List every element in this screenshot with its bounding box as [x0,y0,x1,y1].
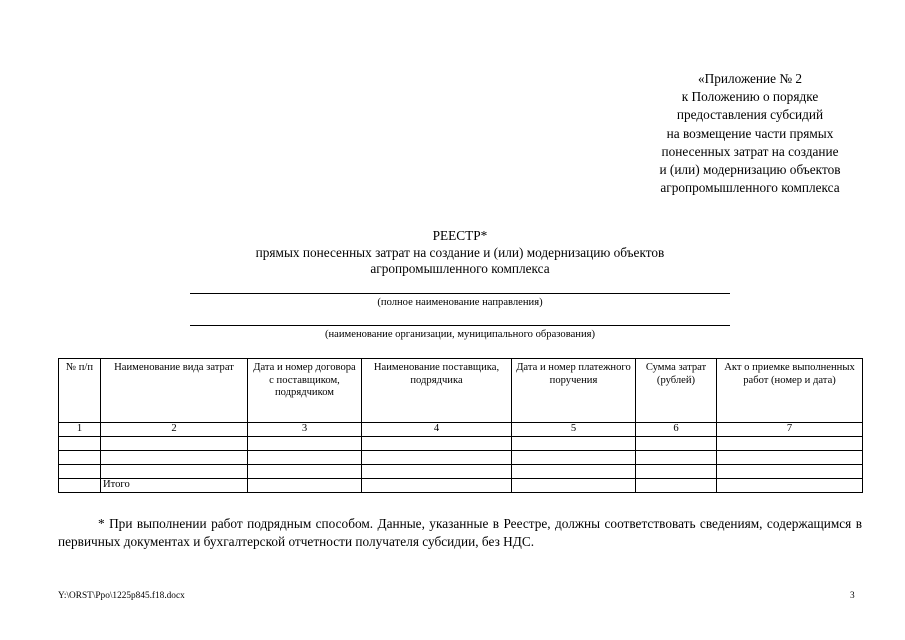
title-line: агропромышленного комплекса [370,261,550,276]
fill-in-line [190,325,730,326]
column-number: 4 [362,423,512,437]
table-cell [717,450,863,464]
column-number: 5 [512,423,636,437]
table-cell [717,464,863,478]
page-number: 3 [850,591,855,601]
table-cell [512,464,636,478]
table-cell [362,464,512,478]
column-number: 1 [59,423,101,437]
table-cell [59,464,101,478]
direction-field [190,293,730,309]
table-cell [362,436,512,450]
appendix-line: понесенных затрат на создание [661,143,839,159]
header-cell: № п/п [59,359,101,423]
appendix-line: на возмещение части прямых [666,125,834,141]
column-number: 6 [636,423,717,437]
registry-table [58,358,863,493]
table-cell [717,478,863,492]
header-cell: Сумма затрат (рублей) [636,359,717,423]
table-cell [248,478,362,492]
footnote [58,515,862,550]
appendix-line: предоставления субсидий [676,107,824,123]
column-number-row [59,423,863,437]
table-cell [512,478,636,492]
table-cell [512,436,636,450]
table-row [59,436,863,450]
direction-caption: (полное наименование направления) [377,297,543,308]
title-heading: РЕЕСТР* [432,228,488,243]
table-header-row [59,359,863,423]
table-cell [717,436,863,450]
appendix-reference [630,70,870,197]
appendix-line: агропромышленного комплекса [660,180,840,196]
table-cell [248,436,362,450]
header-cell: Наименование поставщика, подрядчика [362,359,512,423]
organization-field [190,325,730,341]
table-cell [59,450,101,464]
table-cell [362,450,512,464]
organization-caption: (наименование организации, муниципального образования) [324,329,596,340]
table-cell [362,478,512,492]
table-row [59,464,863,478]
table-cell [101,464,248,478]
table-cell [636,450,717,464]
fill-in-line [190,293,730,294]
file-path: Y:\ORST\Ppo\1225p845.f18.docx [58,591,185,601]
table-cell [636,436,717,450]
header-cell: Акт о приемке выполненных работ (номер и дата) [717,359,863,423]
table-row [59,450,863,464]
table-cell [101,450,248,464]
table-cell [512,450,636,464]
table-cell [59,436,101,450]
title-line: прямых понесенных затрат на создание и (или) модернизацию объектов [255,244,665,260]
table-cell [636,464,717,478]
document-title [190,228,730,278]
column-number: 7 [717,423,863,437]
header-cell: Наименование вида затрат [101,359,248,423]
column-number: 2 [101,423,248,437]
header-cell: Дата и номер договора с поставщиком, подрядчиком [248,359,362,423]
table-cell [636,478,717,492]
table-cell [248,464,362,478]
column-number: 3 [248,423,362,437]
table-cell [101,436,248,450]
total-label: Итого [101,478,248,492]
appendix-line: к Положению о порядке [681,89,819,105]
total-row [59,478,863,492]
appendix-line: «Приложение № 2 [698,71,802,86]
footnote-text: * При выполнении работ подрядным способом. Данные, указанные в Реестре, должны соответствовать сведениям, содержащимся в первичных документах и бухгалтерской отчетности получателя субсидии, без НДС. [58,516,862,549]
appendix-line: и (или) модернизацию объектов [659,162,841,178]
table-cell [248,450,362,464]
header-cell: Дата и номер платежного поручения [512,359,636,423]
table-cell [59,478,101,492]
